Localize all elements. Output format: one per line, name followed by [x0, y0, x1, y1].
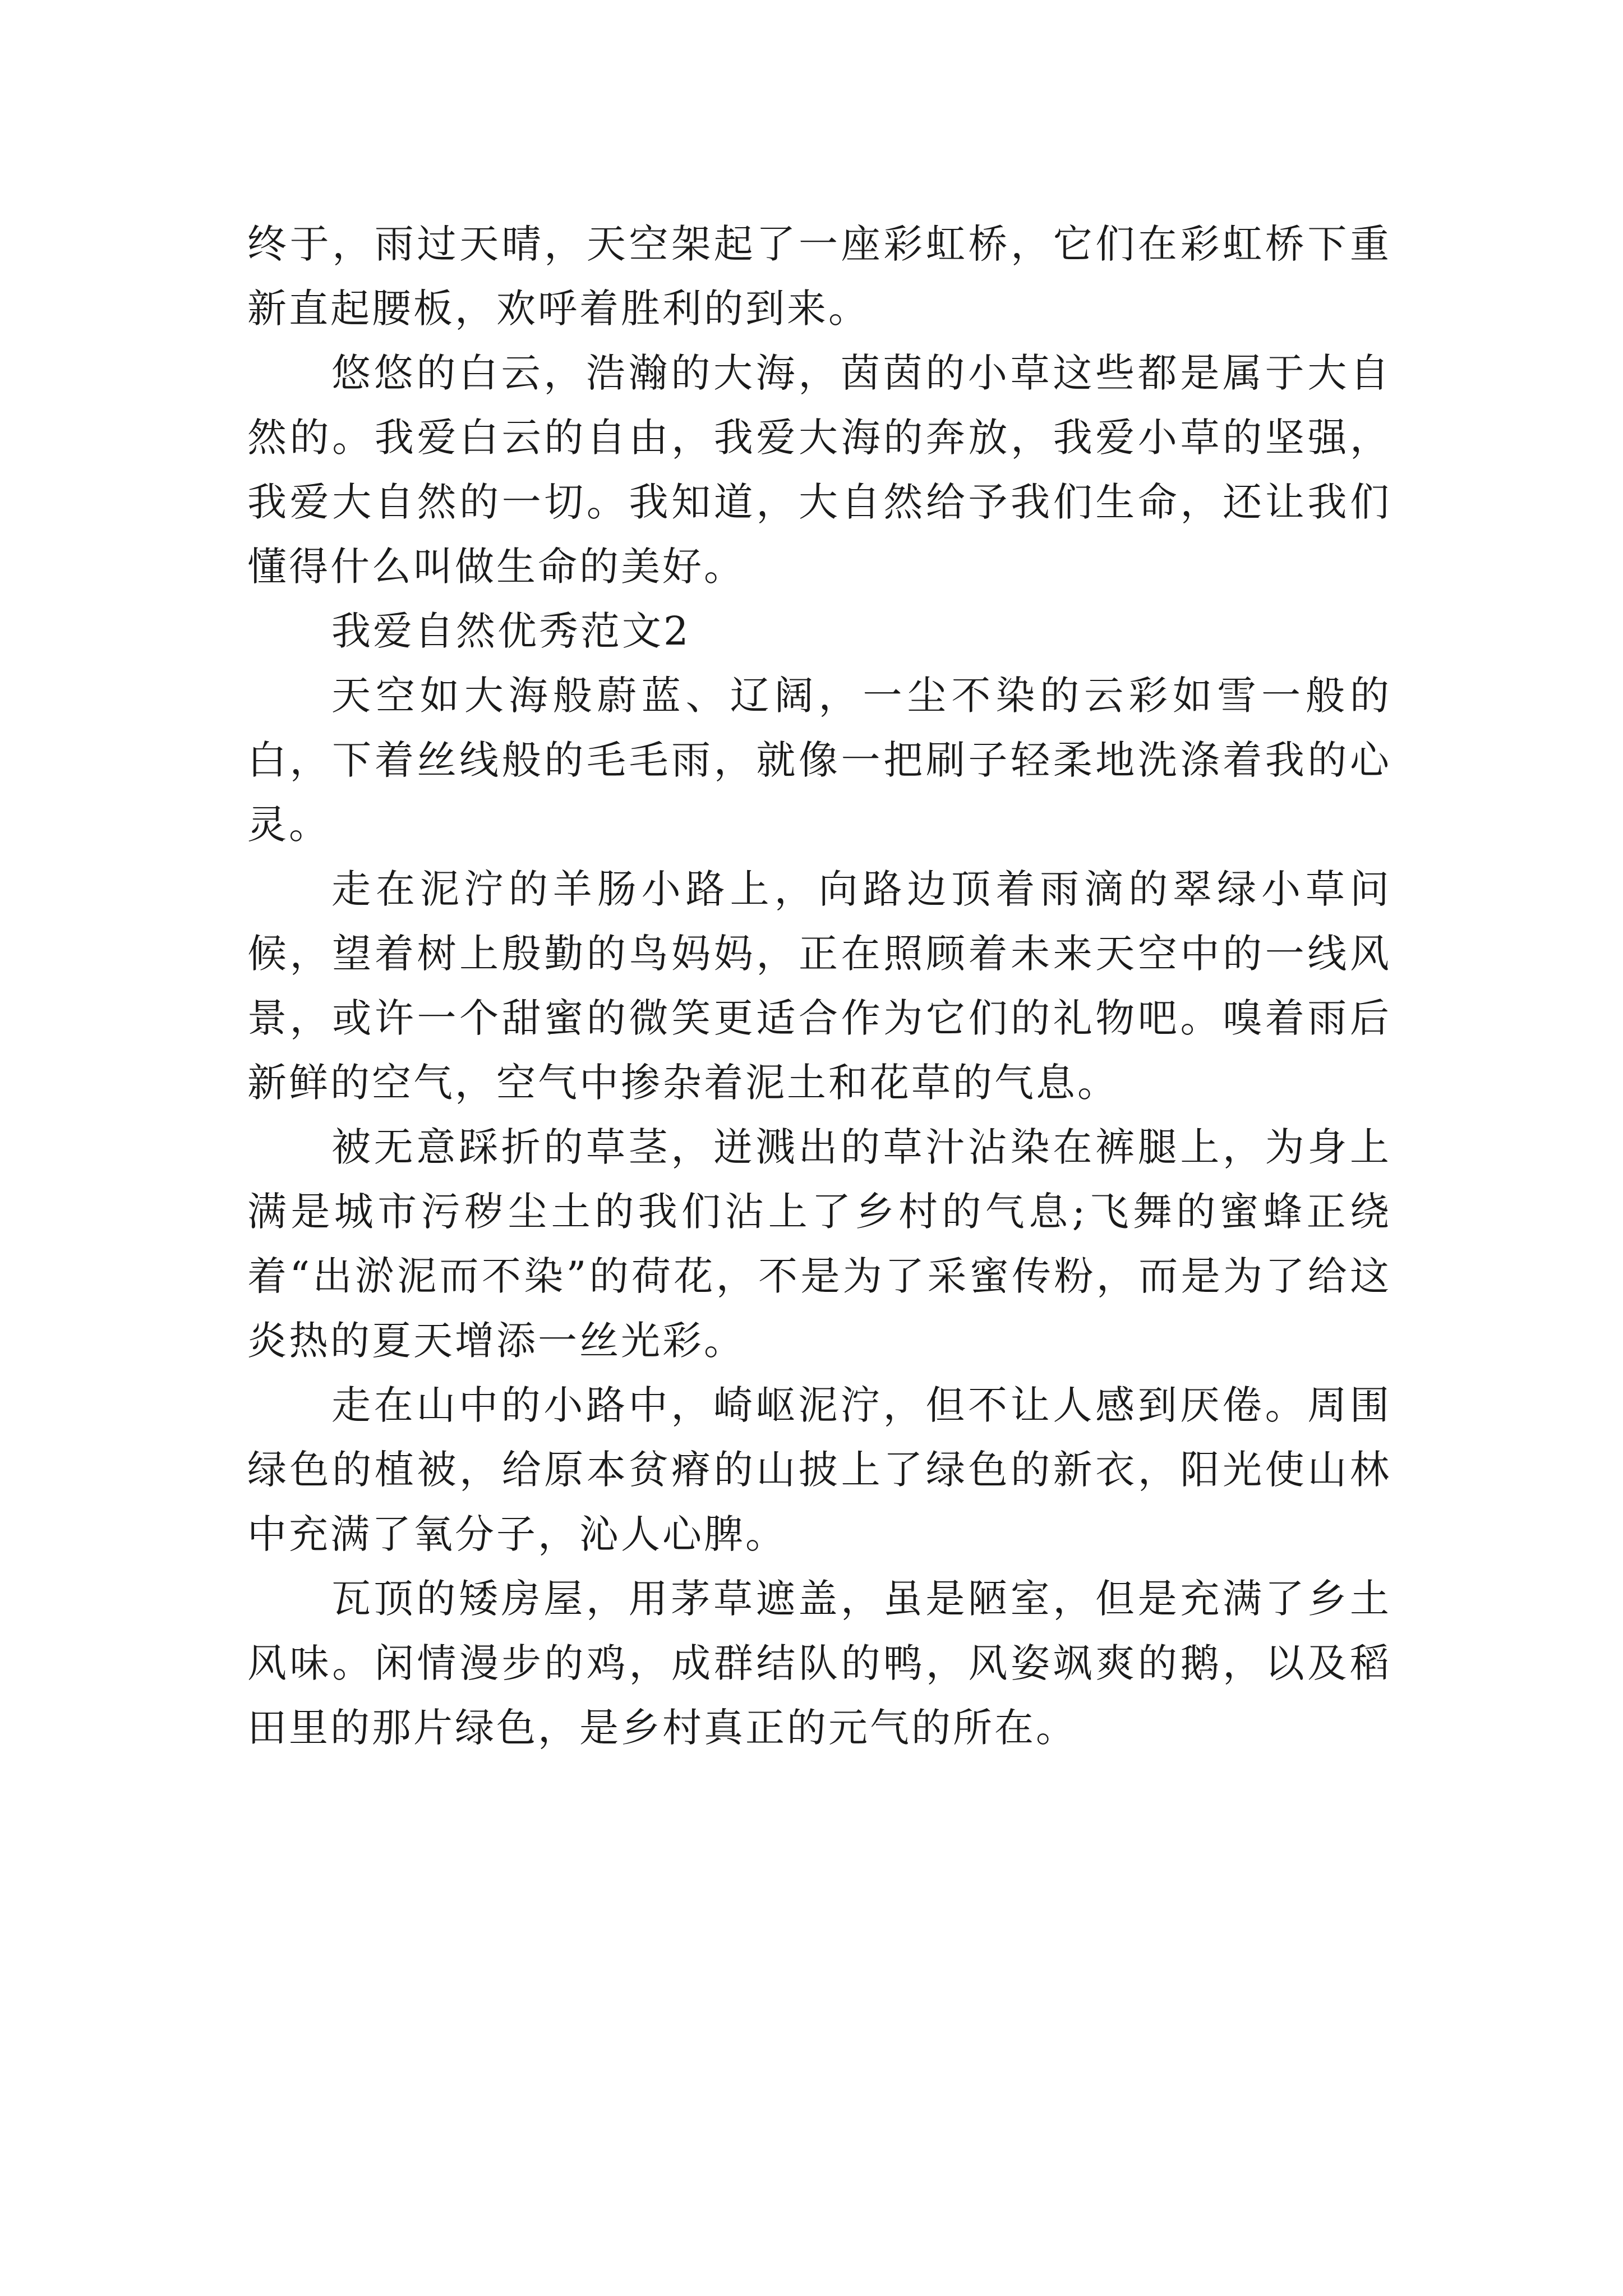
paragraph-5: 被无意踩折的草茎，迸溅出的草汁沾染在裤腿上，为身上满是城市污秽尘土的我们沾上了乡村的气息;飞舞的蜜蜂正绕着“出淤泥而不染”的荷花，不是为了采蜜传粉，而是为了给这炎热的夏天增添一丝光彩。	[247, 1124, 1391, 1364]
paragraph-7: 瓦顶的矮房屋，用茅草遮盖，虽是陋室，但是充满了乡土风味。闲情漫步的鸡，成群结队的鸭，风姿飒爽的鹅，以及稻田里的那片绿色，是乡村真正的元气的所在。	[247, 1576, 1391, 1751]
paragraph-3: 天空如大海般蔚蓝、辽阔，一尘不染的云彩如雪一般的白，下着丝线般的毛毛雨，就像一把刷子轻柔地洗涤着我的心灵。	[247, 673, 1391, 848]
paragraph-6: 走在山中的小路中，崎岖泥泞，但不让人感到厌倦。周围绿色的植被，给原本贫瘠的山披上了绿色的新衣，阳光使山林中充满了氧分子，沁人心脾。	[247, 1382, 1391, 1557]
paragraph-2: 悠悠的白云，浩瀚的大海，茵茵的小草这些都是属于大自然的。我爱白云的自由，我爱大海的奔放，我爱小草的坚强，我爱大自然的一切。我知道，大自然给予我们生命，还让我们懂得什么叫做生命的美好。	[247, 350, 1391, 590]
paragraph-4: 走在泥泞的羊肠小路上，向路边顶着雨滴的翠绿小草问候，望着树上殷勤的鸟妈妈，正在照顾着未来天空中的一线风景，或许一个甜蜜的微笑更适合作为它们的礼物吧。嗅着雨后新鲜的空气，空气中掺杂着泥土和花草的气息。	[247, 866, 1391, 1106]
paragraph-1: 终于，雨过天晴，天空架起了一座彩虹桥，它们在彩虹桥下重新直起腰板，欢呼着胜利的到来。	[247, 221, 1391, 332]
section-heading: 我爱自然优秀范文2	[331, 608, 691, 654]
document-body	[247, 212, 1391, 1760]
